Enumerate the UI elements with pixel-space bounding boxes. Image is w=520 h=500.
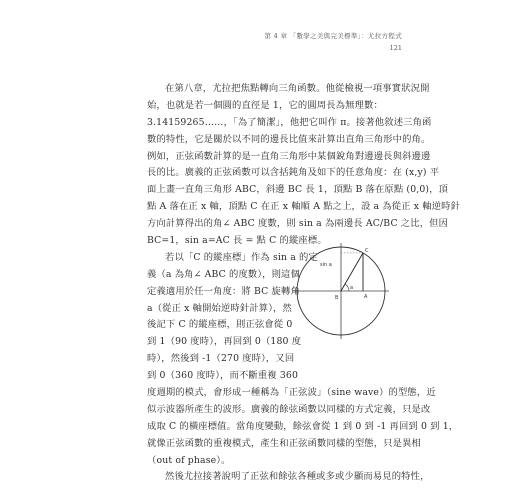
paragraph-line: 成取 C 的橫座標值。當角度變動，餘弦會從 1 到 0 到 -1 再回到 0 到 1，: [147, 420, 459, 432]
angle-label: a: [350, 285, 354, 291]
running-head: 第 4 章 「數學之美與完美標準」：尤拉方程式: [264, 32, 402, 40]
wrap-line: 後記下 C 的縱座標，則正弦會從 0: [147, 319, 293, 331]
paragraph-line: 就像正弦函數的重複模式，產生和正弦函數同樣的型態，只是異相: [147, 437, 421, 449]
wrap-line: 義（a 為角∠ ABC 的度數），則這個: [147, 268, 300, 280]
paragraph-line: 然後尤拉接著說明了正弦和餘弦各種或多或少顯而易見的特性，: [165, 471, 430, 483]
paragraph-line: 方向計算得出的角∠ ABC 度數，則 sin a 為兩邊長 AC/BC 之比，但因: [147, 218, 449, 230]
wrap-line: 到 1（90 度時），再回到 0（180 度: [147, 336, 302, 348]
paragraph-line: 數的特性，它是關於以不同的邊長比值來計算出直角三角形中的角。: [147, 133, 431, 145]
point-a-label: A: [364, 294, 368, 300]
page-number: 121: [389, 44, 402, 52]
paragraph-line: 點 A 落在正 x 軸，頂點 C 在正 x 軸順 A 點之上，設 a 為從正 x 軸逆時針: [147, 201, 461, 213]
sin-label: sin a: [320, 262, 332, 268]
wrap-line: 時），然後到 -1（270 度時），又回: [147, 353, 295, 365]
paragraph-line: 始，也就是若一個圓的直徑是 1，它的圓周長為無理數：: [147, 99, 383, 111]
point-c-label: C: [365, 247, 369, 254]
paragraph-line: 3.14159265……，「為了簡潔」，他把它叫作 π。接著他敘述三角函: [147, 116, 432, 128]
paragraph-line: 在第八章，尤拉把焦點轉向三角函數。他從檢視一項事實狀況開: [165, 83, 430, 94]
wrap-line: 到 0（360 度時），而不斷重複 360: [147, 370, 299, 382]
paragraph-line: 度週期的模式，會形成一種稱為「正弦波」（sine wave）的型態，近: [147, 387, 436, 399]
wrap-line: a（從正 x 軸開始逆時針計算），然: [147, 302, 292, 314]
paragraph-line: 面上畫一直角三角形 ABC，斜邊 BC 長 1，頂點 B 落在原點 (0,0)，頂: [147, 184, 449, 196]
point-b-label: B: [335, 295, 339, 301]
wrap-line: 定義適用於任一角度：將 BC 旋轉角: [147, 285, 300, 297]
unit-circle-figure: [289, 239, 393, 343]
paragraph-line: （out of phase）。: [147, 454, 231, 466]
paragraph-line: 似示波器所產生的波形。廣義的餘弦函數以同樣的方式定義，只是改: [147, 403, 431, 415]
angle-arc: [345, 284, 349, 291]
paragraph-line: 長的比。廣義的正弦函數可以含括鈍角及如下的任意角度：在 (x,y) 平: [147, 167, 440, 179]
paragraph-line: 例如，正弦函數計算的是一直角三角形中某個銳角對邊邊長與斜邊邊: [147, 150, 431, 162]
paragraph-line: BC=1，sin a=AC 長 = 點 C 的縱座標。: [147, 235, 327, 247]
unit-circle-diagram: [289, 239, 393, 343]
wrap-line: 若以「C 的縱座標」作為 sin a 的定: [165, 251, 318, 263]
